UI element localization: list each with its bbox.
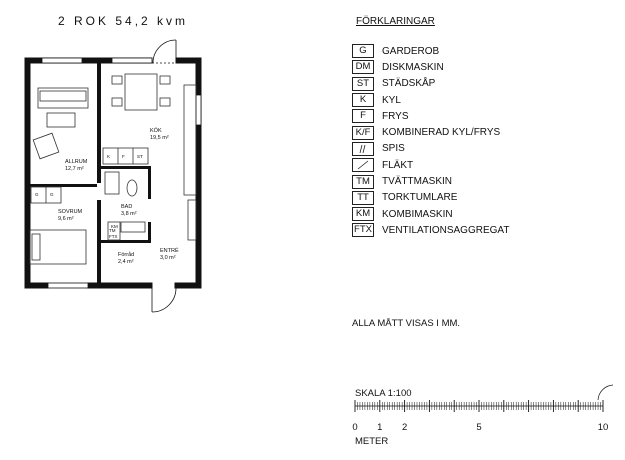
scale-unit: METER [355,436,389,447]
legend-code: ST [352,77,374,91]
legend-label: KOMBIMASKIN [382,208,453,220]
legend-title: FÖRKLARINGAR [356,16,435,27]
legend-label: FRYS [382,110,409,122]
room-area-bad: 3,8 m² [121,211,137,217]
legend-code: F [352,109,374,123]
room-name-allrum: ALLRUM [65,159,88,165]
legend-label: TORKTUMLARE [382,192,458,204]
legend-code: TM [352,175,374,189]
plan-symbol-f: F [122,154,125,159]
scale-tick-label: 0 [352,422,358,433]
plan-symbol-tm: TM [109,228,116,233]
room-area-allrum: 12,7 m² [65,166,84,172]
room-area-sovrum: 9,6 m² [58,216,74,222]
scale-tick-label: 2 [401,422,408,433]
door-symbol [598,385,613,400]
legend-label: VENTILATIONSAGGREGAT [382,224,510,236]
room-area-forrad: 2,4 m² [118,259,134,265]
scale-tick-label: 5 [476,422,482,433]
legend-label: SPIS [382,143,405,155]
legend-label: GARDEROB [382,45,440,57]
room-name-entre: ENTRÉ [160,248,179,254]
plan-symbol-st: ST [137,154,143,159]
room-name-sovrum: SOVRUM [58,209,83,215]
legend-label: KOMBINERAD KYL/FRYS [382,127,501,139]
legend-label: DISKMASKIN [382,61,444,73]
legend-code: KM [352,207,374,221]
scale-tick-label: 1 [377,422,383,433]
room-area-entre: 3,0 m² [160,255,176,261]
measurement-note: ALLA MÅTT VISAS I MM. [352,318,461,329]
legend-code: FTX [352,223,374,237]
legend-label: KYL [382,94,401,106]
legend-code: K [352,93,374,107]
legend-code: DM [352,60,374,74]
plan-symbol-g: G [35,192,39,197]
plan-symbol-ftx: FTX [109,234,118,239]
legend-label: STÄDSKÅP [382,78,436,90]
legend-code: TT [352,191,374,205]
plan-symbol-g: G [50,192,54,197]
legend-label: TVÄTTMASKIN [382,176,453,188]
scale-tick-label: 10 [597,422,609,433]
legend-code: K/F [352,126,374,140]
room-name-kok: KÖK [150,128,162,134]
legend-code: G [352,44,374,58]
legend-label: FLÄKT [382,159,414,171]
plan-symbol-k: K [107,154,111,159]
plan-symbol-km: KM [111,224,118,229]
room-area-kok: 19,5 m² [150,135,169,141]
scale-title: SKALA 1:100 [355,388,412,399]
room-name-bad: BAD [121,204,133,210]
room-name-forrad: Förråd [118,252,135,258]
plan-title: 2 ROK 54,2 kvm [58,14,189,28]
